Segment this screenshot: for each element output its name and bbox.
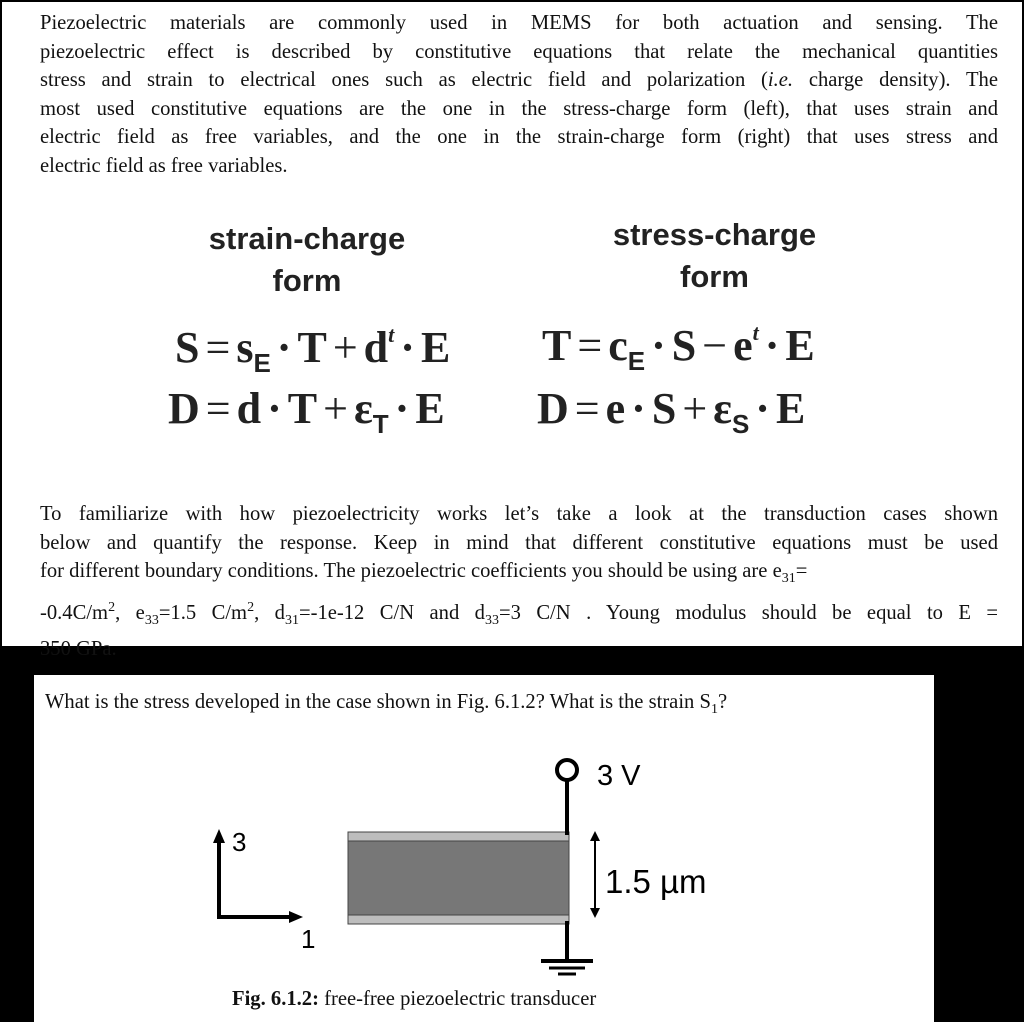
- intro-italic: i.e.: [767, 69, 794, 91]
- eq-operator: ·: [651, 321, 666, 370]
- stress-charge-equation-2: [537, 384, 805, 449]
- axis-1-label: 1: [301, 924, 316, 954]
- eq-operator: ·: [400, 323, 415, 372]
- subscript: 33: [144, 612, 159, 628]
- thickness-arrow-up-icon: [590, 831, 600, 841]
- eq-symbol: e: [733, 321, 753, 370]
- intro-text: charge density). The: [793, 69, 998, 91]
- stress-charge-title-line2: form: [680, 259, 749, 294]
- eq-symbol: E: [775, 384, 806, 433]
- transduction-line: below and quantify the response. Keep in mind that different constitutive equations must be used: [40, 531, 998, 554]
- eq-symbol: E: [420, 323, 451, 372]
- eq-symbol: ε: [713, 384, 732, 433]
- eq-symbol: E: [415, 384, 445, 433]
- eq-subscript: S: [731, 409, 750, 439]
- eq-operator: =: [205, 384, 231, 433]
- eq-symbol: T: [542, 321, 572, 370]
- strain-charge-equation-1: [175, 310, 450, 388]
- transducer-figure: [34, 675, 934, 1022]
- intro-paragraph: [40, 9, 998, 180]
- transduction-text: for different boundary conditions. The piezoelectric coefficients you should be using are e: [40, 560, 782, 582]
- transduction-text: =: [795, 560, 808, 582]
- eq-subscript: E: [627, 346, 646, 376]
- subscript: 31: [781, 571, 796, 587]
- eq-symbol: e: [605, 384, 626, 433]
- ground-icon: [541, 961, 593, 974]
- stress-charge-title-line1: stress-charge: [612, 217, 817, 252]
- transduction-text: =3 C/N . Young modulus should be equal to E =: [498, 601, 999, 624]
- intro-line: most used constitutive equations are the one in the stress-charge form (left), that uses strain and: [40, 97, 998, 120]
- eq-subscript: T: [372, 409, 389, 439]
- transduction-text: =1.5 C/m: [158, 601, 248, 624]
- strain-charge-equation-2: [168, 384, 445, 449]
- intro-line: piezoelectric effect is described by constitutive equations that relate the mechanical quantities: [40, 40, 998, 63]
- caption-text: free-free piezoelectric transducer: [318, 988, 597, 1010]
- intro-line: Piezoelectric materials are commonly used in MEMS for both actuation and sensing. The: [40, 12, 998, 34]
- voltage-label: 3 V: [597, 760, 641, 792]
- eq-operator: ·: [394, 384, 410, 433]
- transduction-text: -0.4C/m: [40, 601, 109, 624]
- eq-symbol: T: [297, 323, 327, 372]
- eq-operator: +: [682, 384, 708, 433]
- question-panel: [34, 675, 934, 1022]
- subscript: 31: [284, 612, 299, 628]
- eq-symbol: ε: [353, 384, 373, 433]
- eq-superscript: t: [388, 322, 395, 347]
- eq-operator: +: [323, 384, 348, 433]
- intro-line: electric field as free variables.: [40, 154, 288, 177]
- eq-symbol: d: [363, 323, 389, 372]
- eq-operator: −: [702, 321, 728, 370]
- question-body: What is the stress developed in the case shown in Fig. 6.1.2? What is the strain S: [45, 691, 711, 713]
- eq-operator: ·: [276, 323, 292, 372]
- intro-line: electric field as free variables, and the one in the strain-charge form (right) that uses stress and: [40, 126, 998, 148]
- eq-subscript: E: [253, 348, 271, 378]
- caption-label: Fig. 6.1.2:: [232, 988, 319, 1010]
- thickness-arrow-down-icon: [590, 908, 600, 918]
- subscript: 33: [484, 612, 499, 628]
- eq-operator: +: [332, 323, 358, 372]
- eq-symbol: S: [175, 323, 200, 372]
- transduction-paragraph: [40, 500, 998, 664]
- question-end: ?: [717, 691, 728, 713]
- eq-symbol: E: [785, 321, 815, 370]
- intro-line: [40, 66, 998, 95]
- eq-symbol: D: [168, 384, 200, 433]
- transduction-line: 350 GPa.: [40, 638, 117, 661]
- eq-symbol: D: [537, 384, 569, 433]
- eq-operator: ·: [755, 384, 770, 433]
- axis-3-arrow-icon: [213, 829, 225, 843]
- stress-charge-title: [587, 214, 842, 298]
- axis-3-label: 3: [232, 827, 247, 857]
- figure-caption: [232, 988, 596, 1011]
- strain-charge-title-line1: strain-charge: [208, 221, 406, 256]
- transduction-text: =-1e-12 C/N and d: [298, 601, 485, 624]
- thickness-label: 1.5 µm: [605, 863, 707, 900]
- eq-operator: ·: [764, 321, 780, 370]
- eq-symbol: S: [651, 384, 677, 433]
- transduction-text: e: [135, 601, 145, 624]
- strain-charge-title-line2: form: [272, 263, 342, 298]
- eq-symbol: d: [236, 384, 262, 433]
- eq-symbol: s: [236, 323, 254, 372]
- transduction-line: To familiarize with how piezoelectricity works let’s take a look at the transduction cases shown: [40, 503, 998, 525]
- eq-symbol: T: [287, 384, 318, 433]
- eq-operator: ·: [267, 384, 282, 433]
- question-subscript: 1: [710, 702, 718, 718]
- transduction-line: [40, 557, 998, 594]
- voltage-terminal-icon: [557, 760, 577, 780]
- eq-operator: ·: [631, 384, 646, 433]
- transduction-text: d: [274, 601, 285, 624]
- eq-operator: =: [205, 323, 231, 372]
- strain-charge-title: [182, 218, 432, 302]
- bottom-electrode: [348, 915, 569, 924]
- eq-symbol: S: [671, 321, 697, 370]
- superscript: 2: [108, 599, 116, 615]
- intro-text: stress and strain to electrical ones such as electric field and polarization (: [40, 69, 768, 91]
- superscript: 2: [247, 599, 255, 615]
- eq-operator: =: [574, 384, 600, 433]
- eq-superscript: t: [752, 320, 759, 345]
- stress-charge-equation-1: [542, 308, 815, 386]
- piezo-film: [348, 841, 569, 915]
- transduction-text: ,: [254, 601, 275, 624]
- transduction-text: ,: [115, 601, 136, 624]
- axis-1-arrow-icon: [289, 911, 303, 923]
- eq-symbol: c: [608, 321, 628, 370]
- eq-operator: =: [577, 321, 603, 370]
- transduction-line: [40, 594, 998, 635]
- top-electrode: [348, 832, 569, 841]
